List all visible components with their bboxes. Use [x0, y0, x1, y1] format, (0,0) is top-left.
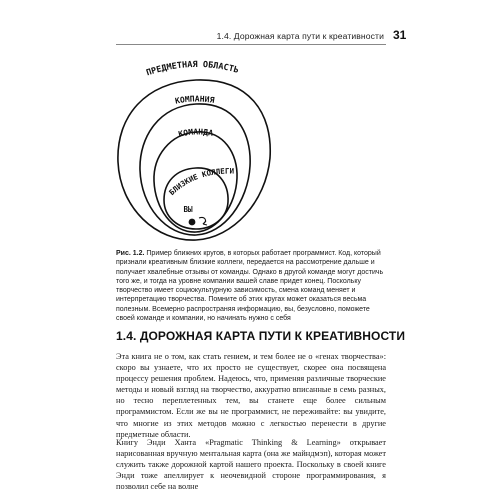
you-dot: [189, 219, 196, 226]
caption-text: Пример ближних кругов, в которых работает программист. Код, который признали креативным близкие коллеги, передается на рассмотрение дальше и получает хвалебные отзывы от команды. Однако в другой команде могут достичь того же, и тогда на уровне компании вашей славе придет конец. Поскольку творчество имеет социокультурную зависимость, смена команд меняет и интерпретацию творчества. Помните об этих кругах может оказаться весьма полезным. Всемерно распространяя информацию, вы, безусловно, поможете своей команде и компании, но начинать нужно с себя: [116, 250, 384, 323]
figure-caption: [116, 249, 386, 323]
page-number: 31: [393, 28, 407, 42]
caption-label: Рис. 1.2.: [116, 250, 145, 257]
running-header: 1.4. Дорожная карта пути к креативности: [216, 31, 384, 41]
paragraph-1: Эта книга не о том, как стать гением, и тем более не о «генах творчества»: скоро вы узнаете, что их просто не существует, скорее она посвящена процессу решения проблем. Надеюсь, что, применяя различные творческие методы и новый взгляд на творчество, аккуратно вписанные в семь разных, но тесно переплетенных тем, вы станете еще более сильным программистом. Если же вы не программист, не переживайте: вы увидите, что многие из этих методов можно с легкостью перенести в другие предметные области.: [116, 352, 386, 439]
section-heading: 1.4. ДОРОЖНАЯ КАРТА ПУТИ К КРЕАТИВНОСТИ: [116, 329, 406, 343]
label-subject-area: ПРЕДМЕТНАЯ ОБЛАСТЬ: [145, 59, 240, 79]
paragraph-2: Книгу Энди Ханта «Pragmatic Thinking & Learning» открывает нарисованная вручную ментальная карта (она же майндмэп), которая может служить также дорожной картой нашего проекта. Поскольку в своей книге Энди тоже апеллирует к неочевидной стороне программирования, я позволил себе на волне: [116, 438, 386, 492]
label-close-colleagues: БЛИЗКИЕ КОЛЛЕГИ: [167, 166, 235, 198]
circles-figure: [108, 50, 283, 245]
label-you: ВЫ: [183, 205, 193, 214]
label-team: КОМАНДА: [177, 127, 214, 139]
header-rule: [116, 44, 386, 45]
nested-circles-diagram: [108, 50, 283, 245]
label-company: КОМПАНИЯ: [174, 94, 216, 106]
